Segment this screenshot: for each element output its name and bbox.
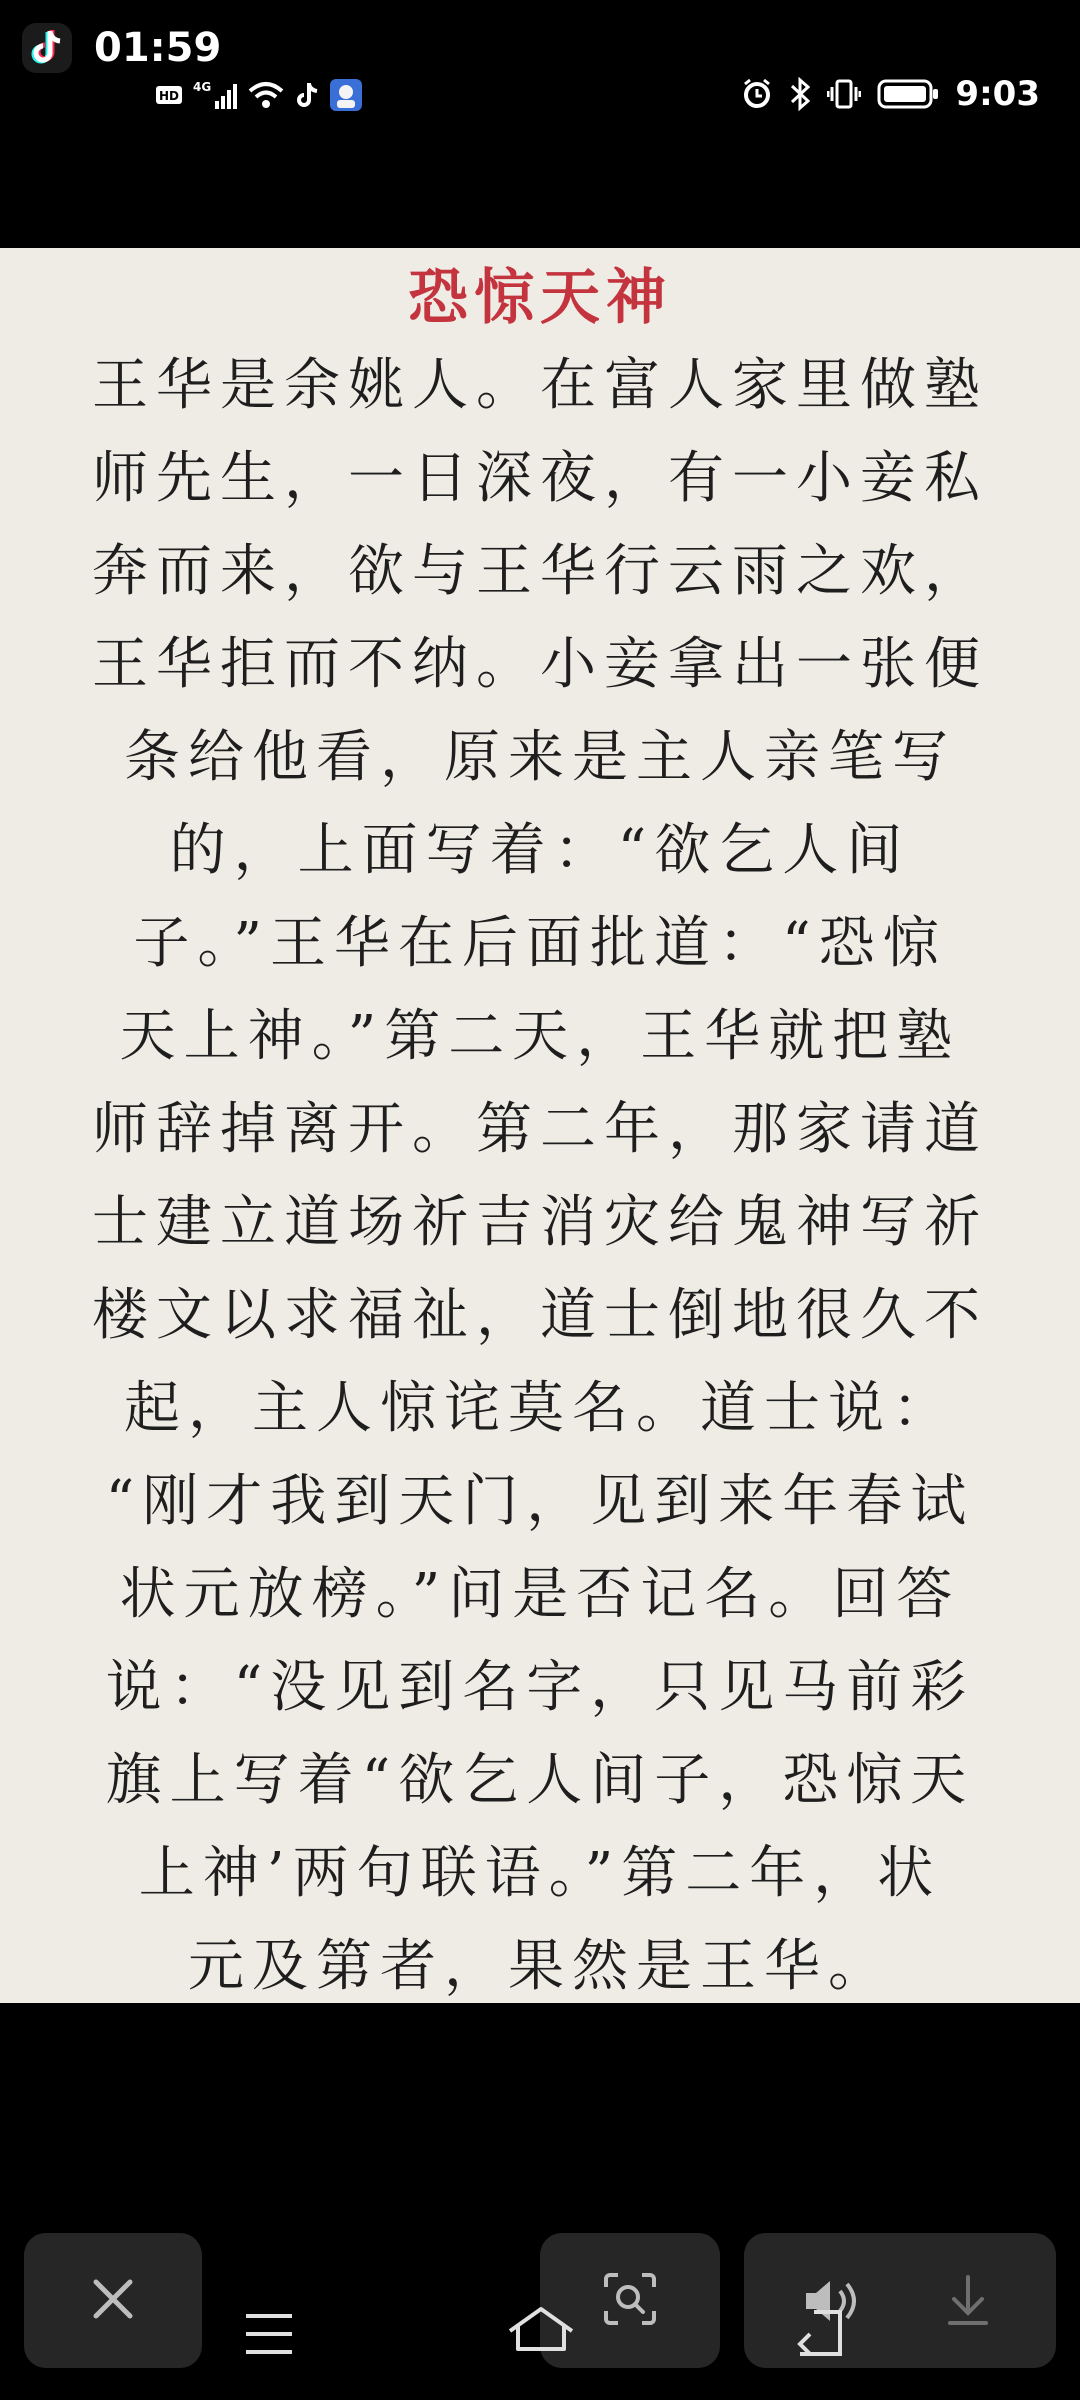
article-line: 状元放榜。”问是否记名。回答: [119, 1562, 961, 1627]
floating-app-badge[interactable]: [22, 22, 221, 74]
download-icon: [944, 2271, 992, 2331]
close-button[interactable]: [24, 2233, 202, 2368]
svg-text:HD: HD: [158, 89, 180, 103]
network-type: 4G: [193, 80, 212, 94]
badge-time: 01:59: [94, 25, 222, 71]
article-line: 子。”王华在后面批道：“恐惊: [133, 911, 947, 976]
article-line: “刚才我到天门，见到来年春试: [105, 1469, 975, 1534]
article-line: 师先生，一日深夜，有一小妾私: [92, 446, 988, 511]
tiktok-icon: [295, 81, 319, 109]
tiktok-logo-icon: [22, 23, 72, 73]
article-body: [0, 248, 1080, 2003]
close-icon: [90, 2276, 136, 2326]
article-line: 起，主人惊诧莫名。道士说：: [124, 1376, 956, 1441]
battery-icon: [877, 78, 939, 110]
image-search-icon: [602, 2271, 658, 2331]
sound-download-group: [744, 2233, 1056, 2368]
article-line: 的，上面写着：“欲乞人间: [169, 818, 911, 883]
article-line: 元及第者，果然是王华。: [188, 1934, 892, 1999]
status-time: 9:03: [955, 74, 1040, 114]
article-image[interactable]: [0, 248, 1080, 2003]
article-line: 旗上写着“欲乞人间子，恐惊天: [105, 1748, 975, 1813]
home-button[interactable]: [506, 2305, 576, 2359]
article-line: 师辞掉离开。第二年，那家请道: [92, 1097, 988, 1162]
status-bar-right: [741, 72, 1040, 116]
vibrate-icon: [827, 77, 861, 111]
bluetooth-icon: [789, 77, 811, 111]
hd-icon: [155, 83, 183, 107]
menu-icon: [244, 2312, 294, 2356]
article-line: 王华拒而不纳。小妾拿出一张便: [92, 632, 988, 697]
signal-icon: [193, 79, 237, 111]
download-button[interactable]: [944, 2271, 992, 2335]
article-line: 楼文以求福祉，道士倒地很久不: [92, 1283, 988, 1348]
home-icon: [506, 2305, 576, 2355]
article-line: 说：“没见到名字，只见马前彩: [105, 1655, 975, 1720]
back-button[interactable]: [796, 2308, 848, 2362]
status-bar-left: [155, 75, 363, 115]
alarm-icon: [741, 78, 773, 110]
article-line: 奔而来，欲与王华行云雨之欢，: [92, 539, 988, 604]
article-line: 王华是余姚人。在富人家里做塾: [92, 353, 988, 418]
article-line: 士建立道场祈吉消灾给鬼神写祈: [92, 1190, 988, 1255]
article-line: 条给他看，原来是主人亲笔写: [124, 725, 956, 790]
app-icon: [329, 78, 363, 112]
menu-button[interactable]: [244, 2312, 294, 2360]
wifi-icon: [247, 80, 285, 110]
article-line: 上神’两句联语。”第二年，状: [138, 1841, 942, 1906]
article-line: 天上神。”第二天，王华就把塾: [119, 1004, 961, 1069]
back-icon: [796, 2308, 848, 2358]
article-title: 恐惊天神: [408, 263, 672, 333]
